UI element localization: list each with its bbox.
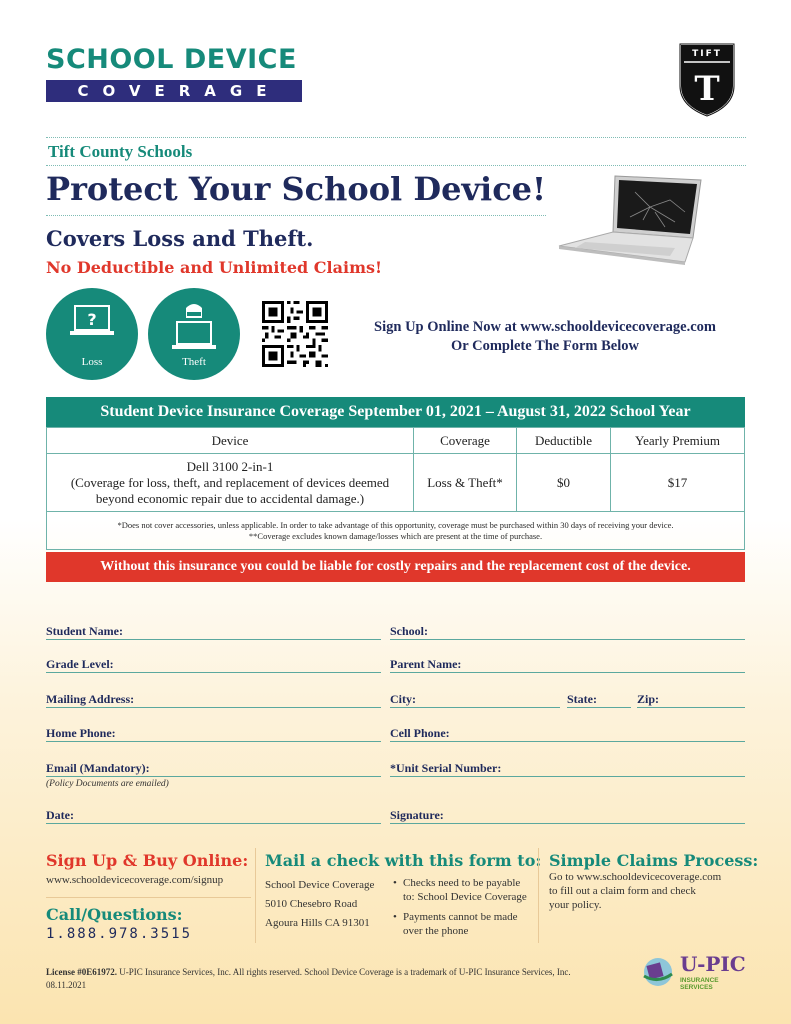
signup-form-note: Or Complete The Form Below [451,338,639,354]
col-device: Device [47,428,414,454]
bullet-text: Checks need to be payable [403,877,521,889]
email-note: (Policy Documents are emailed) [46,779,169,789]
divider [255,848,256,943]
brand-subtitle: COVERAGE [46,80,302,102]
claims-heading: Simple Claims Process: [549,851,759,870]
signup-link[interactable]: Sign Up Online Now at www.schooldevicecoverage.com [374,319,716,335]
city-field[interactable]: City: [390,692,560,708]
date-field[interactable]: Date: [46,808,381,824]
student-name-field[interactable]: Student Name: [46,624,381,640]
laptop-question-icon [68,302,116,342]
signup-instructions [340,318,750,356]
device-cell [47,454,414,512]
coverage-note-1: *Does not cover accessories, unless applicable. In order to take advantage of this opportunity, coverage must be purchased within 30 days of receiving your device. [117,520,674,530]
bullet-text: Payments cannot be made [403,911,518,923]
bullet-text: to: School Device Coverage [403,891,527,903]
grade-level-field[interactable]: Grade Level: [46,657,381,673]
tift-shield-logo [676,40,738,118]
qr-code[interactable] [262,301,328,367]
serial-number-field[interactable]: *Unit Serial Number: [390,761,745,777]
mail-heading: Mail a check with this form to: [265,851,542,870]
school-field[interactable]: School: [390,624,745,640]
online-heading: Sign Up & Buy Online: [46,851,249,870]
col-deductible: Deductible [517,428,611,454]
home-phone-field[interactable]: Home Phone: [46,726,381,742]
page-title: Protect Your School Device! [46,170,547,208]
upic-globe-icon [640,954,676,990]
shield-text: TIFT [692,49,722,59]
call-heading: Call/Questions: [46,905,183,924]
state-field[interactable]: State: [567,692,631,708]
bullet-text: over the phone [403,925,469,937]
online-url[interactable]: www.schooldevicecoverage.com/signup [46,874,224,886]
table-row [47,454,745,512]
coverage-grid [46,427,745,512]
footer [46,967,571,990]
mail-bullets [393,876,527,938]
upic-tagline: INSURANCE SERVICES [680,977,719,991]
shield-letter: T [694,69,720,109]
district-name: Tift County Schools [48,142,193,161]
divider [46,165,746,166]
print-date: 08.11.2021 [46,980,87,990]
divider [538,848,539,943]
coverage-table-title: Student Device Insurance Coverage September 01, 2021 – August 31, 2022 School Year [46,397,745,427]
bullet-item: • Checks need to be payable [393,877,521,889]
theft-label: Theft [182,356,206,368]
premium-cell: $17 [611,454,745,512]
col-coverage: Coverage [414,428,517,454]
device-name: Dell 3100 2-in-1 [186,458,274,474]
device-desc-2: beyond economic repair due to accidental damage.) [95,490,365,506]
claims-line-1: Go to www.schooldevicecoverage.com [549,871,722,883]
thief-laptop-icon [170,302,218,350]
col-premium: Yearly Premium [611,428,745,454]
bullet-item: • Payments cannot be made [393,911,518,923]
divider [46,215,546,216]
coverage-table [46,397,745,550]
brand-title: SCHOOL DEVICE [46,44,297,75]
cell-phone-field[interactable]: Cell Phone: [390,726,745,742]
deductible-cell: $0 [517,454,611,512]
zip-field[interactable]: Zip: [637,692,745,708]
copyright-text: U-PIC Insurance Services, Inc. All rights reserved. School Device Coverage is a trademark of U-PIC Insurance Services, Inc. [119,967,571,977]
address-line-1: School Device Coverage [265,879,375,891]
phone-number[interactable]: 1.888.978.3515 [46,926,193,942]
coverage-note-2: **Coverage excludes known damage/losses which are present at the time of purchase. [248,531,543,541]
license-label: License #0E61972. [46,967,117,977]
claims-text [549,870,721,912]
address-line-3: Agoura Hills CA 91301 [265,917,370,929]
coverage-cell: Loss & Theft* [414,454,517,512]
device-desc-1: (Coverage for loss, theft, and replacement of devices deemed [70,474,390,490]
no-deductible-heading: No Deductible and Unlimited Claims! [46,258,383,277]
warning-banner: Without this insurance you could be liable for costly repairs and the replacement cost of the device. [46,552,745,582]
divider [46,897,251,898]
mail-address [265,876,374,933]
claims-line-3: your policy. [549,899,602,911]
mailing-address-field[interactable]: Mailing Address: [46,692,381,708]
theft-icon-badge [148,288,240,380]
address-line-2: 5010 Chesebro Road [265,898,358,910]
signature-field[interactable]: Signature: [390,808,745,824]
divider [46,137,746,138]
covers-heading: Covers Loss and Theft. [46,226,314,251]
loss-label: Loss [81,356,103,368]
coverage-notes [46,512,745,550]
broken-laptop-image [555,172,705,268]
svg-text:?: ? [87,310,97,329]
loss-icon-badge [46,288,138,380]
claims-line-2: to fill out a claim form and check [549,885,696,897]
parent-name-field[interactable]: Parent Name: [390,657,745,673]
email-field[interactable]: Email (Mandatory): [46,761,381,777]
upic-name: U-PIC [680,952,746,976]
upic-logo [640,952,750,992]
